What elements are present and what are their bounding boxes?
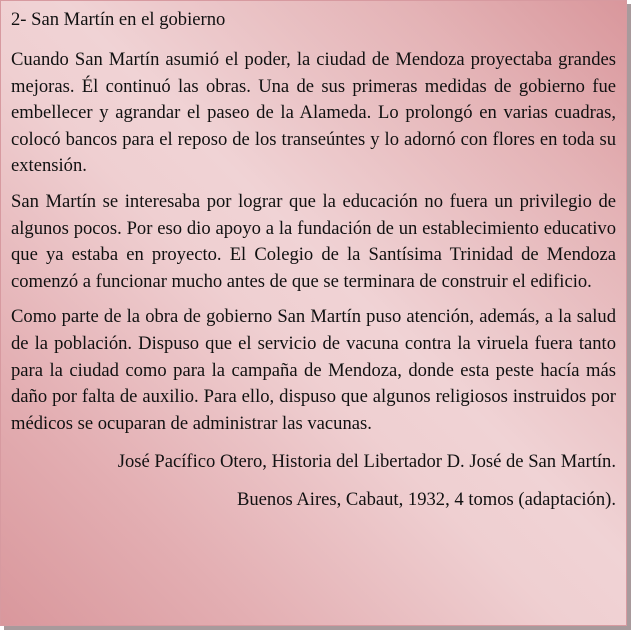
citation-author-line: José Pacífico Otero, Historia del Libertador D. José de San Martín. xyxy=(117,451,616,473)
section-title: 2- San Martín en el gobierno xyxy=(11,9,226,30)
paragraph-education: San Martín se interesaba por lograr que la educación no fuera un privilegio de algunos pocos. Por eso dio apoyo a la fundación de un establecimiento educativo que ya estaba en proyecto. El Colegio de la Santísima Trinidad de Mendoza comenzó a funcionar mucho antes de que se terminara de construir el edificio. xyxy=(11,190,616,292)
paragraph-alameda: Cuando San Martín asumió el poder, la ciudad de Mendoza proyectaba grandes mejoras. Él continuó las obras. Una de sus primeras medidas de gobierno fue embellecer y agrandar el paseo de la Alameda. Lo prolongó en varias cuadras, colocó bancos para el reposo de los transeúntes y lo adornó con flores en toda su extensión. xyxy=(11,49,616,177)
citation-publisher-line: Buenos Aires, Cabaut, 1932, 4 tomos (adaptación). xyxy=(236,488,616,510)
paragraph-health: Como parte de la obra de gobierno San Martín puso atención, además, a la salud de la población. Dispuso que el servicio de vacuna contra la viruela fuera tanto para la ciudad como para la campaña de Mendoza, donde esta peste hacía más daño por falta de auxilio. Para ello, dispuso que algunos religiosos instruidos por médicos se ocuparan de administrar las vacunas. xyxy=(11,306,616,434)
